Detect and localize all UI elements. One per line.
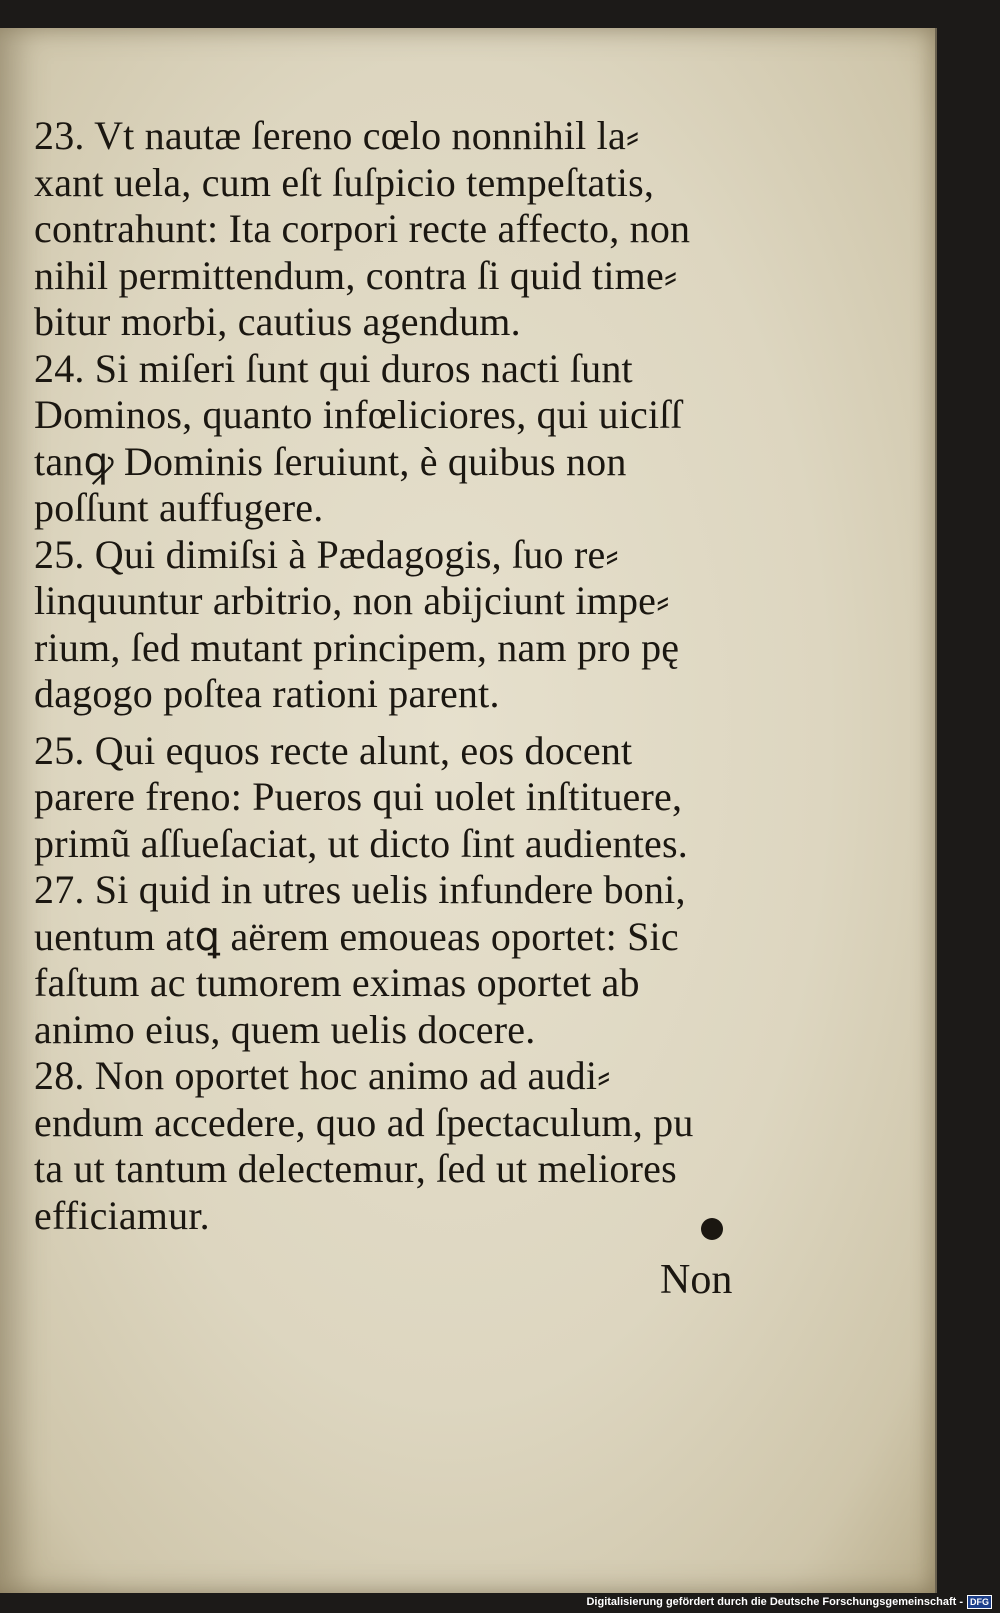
text-line: parere freno: Pueros qui uolet inſtituere, [34,774,683,819]
text-line: 25. Qui dimiſsi à Pædagogis, ſuo re⸗ [34,531,619,577]
text-line: faſtum ac tumorem eximas oportet ab [34,960,640,1005]
text-line: Dominos, quanto infœliciores, qui uiciſſ [34,392,682,437]
digitization-credit [586,1593,992,1611]
text-line: tanꝙ Dominis ſeruiunt, è quibus non [34,438,627,484]
catchword: Non [660,1257,733,1303]
text-line: rium, ſed mutant principem, nam pro pę [34,624,680,670]
text-line: dagogo poſtea rationi parent. [34,671,500,716]
book-page [0,28,937,1593]
text-line: 28. Non oportet hoc animo ad audi⸗ [34,1053,611,1098]
text-line: endum accedere, quo ad ſpectaculum, pu [34,1099,694,1145]
text-line: 27. Si quid in utres uelis infundere boni, [34,867,686,912]
text-line: 25. Qui equos recte alunt, eos docent [34,727,633,773]
text-line: poſſunt auffugere. [34,485,324,530]
text-line: efficiamur. [34,1192,210,1238]
text-line: xant uela, cum eſt ſuſpicio tempeſtatis, [34,159,655,205]
text-line: 23. Vt nautæ ſereno cœlo nonnihil la⸗ [34,113,640,158]
text-line: uentum atꝗ aërem emoueas oportet: Sic [34,913,679,959]
text-line: linquuntur arbitrio, non abijciunt impe⸗ [34,578,670,623]
ink-blot-mark [701,1218,723,1240]
text-line: animo eius, quem uelis docere. [34,1006,536,1052]
text-line: 24. Si miſeri ſunt qui duros nacti ſunt [34,345,633,391]
text-line: primũ aſſueſaciat, ut dicto ſint audientes. [34,820,688,866]
credit-text: Digitalisierung gefördert durch die Deutsche Forschungsgemeinschaft - [586,1596,963,1608]
dfg-logo: DFG [967,1595,992,1609]
text-line: nihil permittendum, contra ſi quid time⸗ [34,252,678,298]
text-line: ta ut tantum delectemur, ſed ut meliores [34,1146,677,1191]
text-line: contrahunt: Ita corpori recte affecto, non [34,206,691,251]
page-text [34,113,744,1239]
text-line: bitur morbi, cautius agendum. [34,299,521,344]
